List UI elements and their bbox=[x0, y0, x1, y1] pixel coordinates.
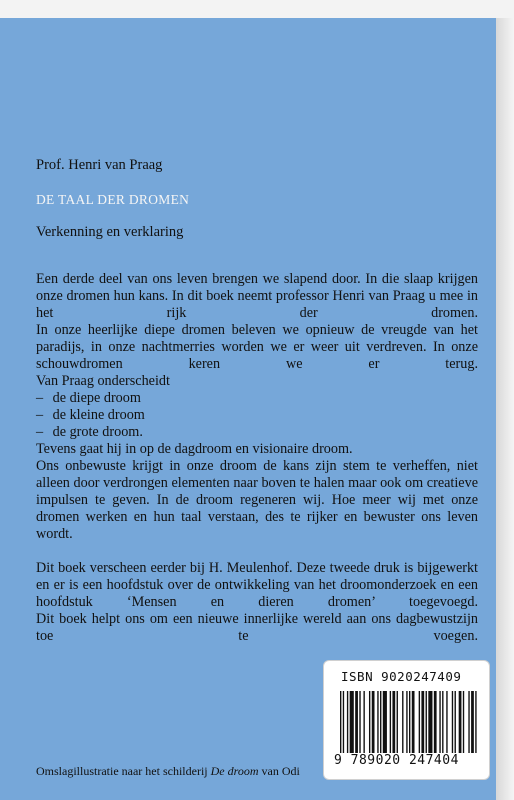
barcode-bar bbox=[392, 691, 395, 753]
list-item: – de diepe droom bbox=[36, 390, 478, 407]
barcode-bar bbox=[390, 691, 391, 753]
barcode-bar bbox=[350, 691, 354, 753]
blurb-paragraph-1: Een derde deel van ons leven brengen we slapend door. In die slaap krijgen onze dromen hun kans. In dit boek neemt professor Henri van Praag u mee in het rijk der dromen. bbox=[36, 271, 478, 321]
barcode-bar bbox=[428, 691, 432, 753]
ean-digits: 9 789020 247404 bbox=[334, 753, 459, 768]
barcode-bar bbox=[359, 691, 360, 753]
barcode-bar bbox=[471, 691, 474, 753]
barcode-bar bbox=[421, 691, 424, 753]
barcode-bar bbox=[372, 691, 375, 753]
cover-illustration-credit: Omslagillustratie naar het schilderij De droom van Odi bbox=[36, 764, 300, 778]
barcode-bar bbox=[463, 691, 464, 753]
book-title: DE TAAL DER DROMEN bbox=[36, 192, 190, 207]
isbn-number: ISBN 9020247409 bbox=[341, 669, 462, 684]
barcode-bar bbox=[459, 691, 462, 753]
barcode-bar bbox=[446, 691, 447, 753]
barcode-bar bbox=[455, 691, 456, 753]
blurb-paragraph-4: Tevens gaat hij in op de dagdroom en visionaire droom. bbox=[36, 441, 353, 457]
barcode-bar bbox=[475, 691, 476, 753]
blurb-paragraph-3: Van Praag onderscheidt bbox=[36, 373, 170, 389]
barcode-bar bbox=[468, 691, 469, 753]
barcode-bar bbox=[355, 691, 358, 753]
barcode-bars bbox=[340, 691, 478, 753]
barcode-bar bbox=[442, 691, 443, 753]
blurb bbox=[36, 271, 478, 645]
barcode-bar bbox=[406, 691, 407, 753]
dream-types-list bbox=[36, 390, 478, 441]
barcode-bar bbox=[380, 691, 381, 753]
barcode-bar bbox=[383, 691, 387, 753]
barcode-bar bbox=[340, 691, 341, 753]
barcode-bar bbox=[363, 691, 364, 753]
author-name: Prof. Henri van Praag bbox=[36, 157, 163, 173]
book-subtitle: Verkenning en verklaring bbox=[36, 224, 184, 240]
barcode-bar bbox=[426, 691, 427, 753]
list-item: – de kleine droom bbox=[36, 407, 478, 424]
barcode-bar bbox=[402, 691, 403, 753]
barcode-bar bbox=[369, 691, 370, 753]
blurb-paragraph-7: Dit boek helpt ons om een nieuwe innerlijke wereld aan ons dagbewustzijn toe te voegen. bbox=[36, 611, 478, 644]
barcode-bar bbox=[347, 691, 348, 753]
list-item: – de grote droom. bbox=[36, 424, 478, 441]
blurb-paragraph-2: In onze heerlijke diepe dromen beleven we opnieuw de vreugde van het paradijs, in onze nachtmerries worden we er weer uit verdreven. In onze schouwdromen keren we er terug. bbox=[36, 322, 478, 372]
barcode-label bbox=[324, 661, 489, 779]
blurb-paragraph-6: Dit boek verscheen eerder bij H. Meulenhof. Deze tweede druk is bijgewerkt en er is een hoofdstuk over de ontwikkeling van het droomonderzoek en een hoofdstuk ‘Mensen en dieren dromen’ toegevoegd. bbox=[36, 560, 478, 610]
barcode-bar bbox=[377, 691, 378, 753]
barcode-bar bbox=[434, 691, 437, 753]
blurb-paragraph-5: Ons onbewuste krijgt in onze droom de kans zijn stem te verheffen, niet alleen door verdrongen elementen naar boven te halen maar ook om creatieve impulsen te geven. In de droom regeneren wij. Hoe meer wij met onze dromen werken en hun taal verstaan, des te rijker en bewuster ons leven wordt. bbox=[36, 458, 478, 542]
barcode-bar bbox=[343, 691, 344, 753]
barcode-bar bbox=[397, 691, 398, 753]
page-edge bbox=[496, 18, 514, 800]
barcode-bar bbox=[412, 691, 415, 753]
barcode-bar bbox=[452, 691, 453, 753]
barcode-bar bbox=[409, 691, 410, 753]
barcode-bar bbox=[439, 691, 440, 753]
barcode-bar bbox=[419, 691, 420, 753]
